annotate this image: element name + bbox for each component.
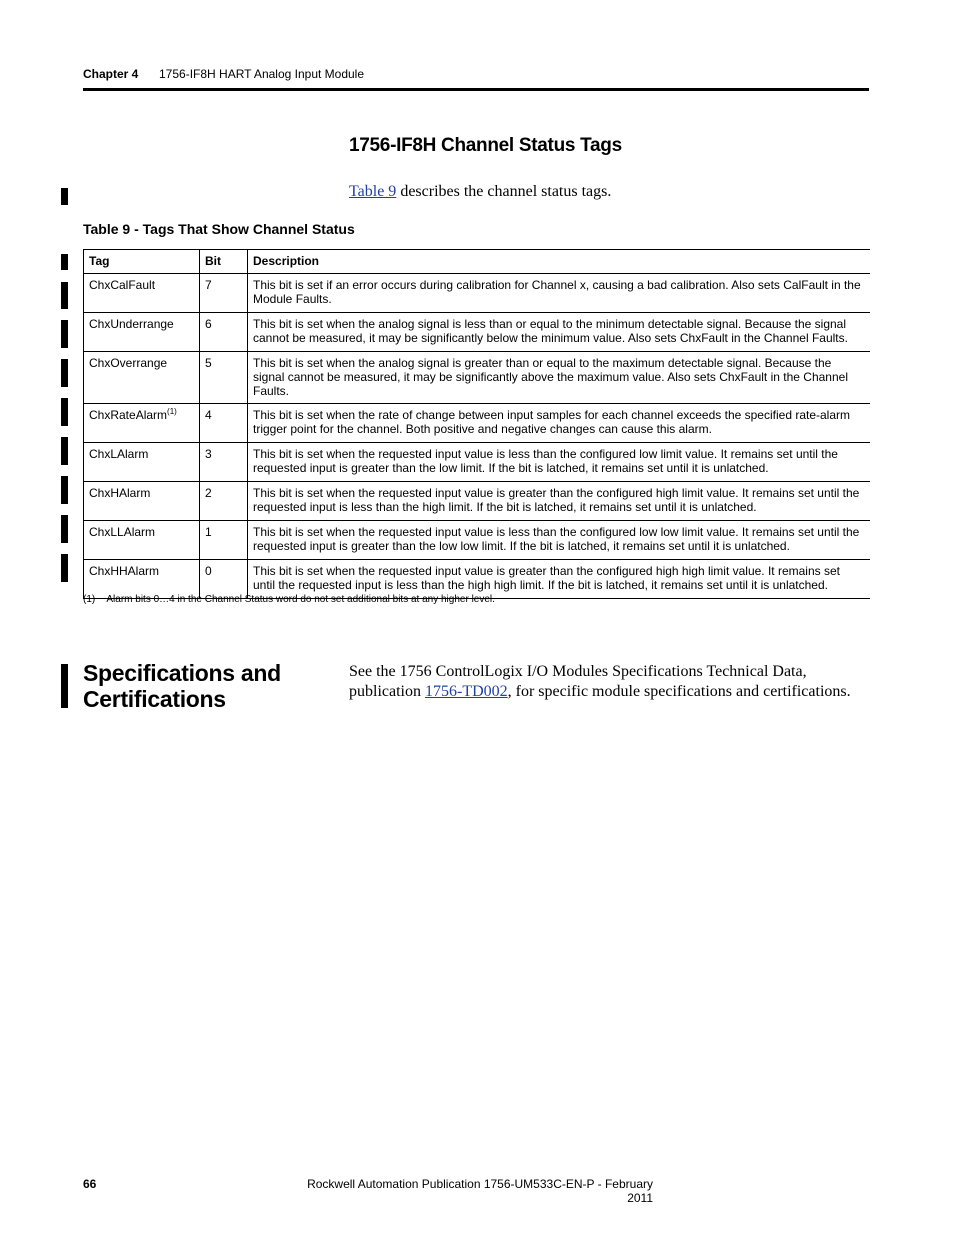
table-row xyxy=(84,560,871,599)
description-cell: This bit is set if an error occurs during calibration for Channel x, causing a bad calibration. Also sets CalFault in the Module Faults. xyxy=(248,274,871,313)
change-bar xyxy=(61,398,68,426)
specs-text-before: See the 1756 ControlLogix I/O Modules Specifications Technical Data, publication xyxy=(349,663,807,700)
bit-cell: 3 xyxy=(200,443,248,482)
description-cell: This bit is set when the analog signal is greater than or equal to the maximum detectable signal. Because the signal cannot be measured, it may be significantly above the maximum value. Also sets ChxFault in the Channel Faults. xyxy=(248,352,871,404)
table-row xyxy=(84,352,871,404)
table-9-link[interactable]: Table 9 xyxy=(349,183,397,200)
tag-name: ChxRateAlarm xyxy=(89,408,168,422)
description-cell: This bit is set when the requested input value is less than the configured low limit value. It remains set until the requested input is greater than the low limit. If the bit is latched, it remains set until it is unlatched. xyxy=(248,443,871,482)
bit-cell: 6 xyxy=(200,313,248,352)
specs-paragraph xyxy=(349,662,869,702)
change-bar xyxy=(61,188,68,205)
change-bar xyxy=(61,359,68,387)
change-bar xyxy=(61,664,68,708)
tag-cell: ChxLLAlarm xyxy=(84,521,200,560)
description-cell: This bit is set when the requested input value is greater than the configured high high limit value. It remains set until the requested input is less than the high high limit. If the bit is latched, it remains set until it is unlatched. xyxy=(248,560,871,599)
change-bar xyxy=(61,254,68,270)
bit-cell: 2 xyxy=(200,482,248,521)
tag-cell: ChxUnderrange xyxy=(84,313,200,352)
table-row xyxy=(84,443,871,482)
tag-cell: ChxHAlarm xyxy=(84,482,200,521)
chapter-label: Chapter 4 xyxy=(83,67,139,81)
table-row xyxy=(84,274,871,313)
bit-cell: 5 xyxy=(200,352,248,404)
table-row xyxy=(84,521,871,560)
tag-cell: ChxCalFault xyxy=(84,274,200,313)
specs-title xyxy=(83,660,281,712)
table-row xyxy=(84,482,871,521)
bit-cell: 0 xyxy=(200,560,248,599)
specs-title-line1: Specifications and xyxy=(83,660,281,686)
change-bar xyxy=(61,554,68,582)
intro-paragraph xyxy=(349,183,611,201)
footnote-ref[interactable]: (1) xyxy=(167,407,177,416)
col-header-tag: Tag xyxy=(84,250,200,274)
table-row xyxy=(84,404,871,443)
specs-text-after: , for specific module specifications and certifications. xyxy=(507,683,851,700)
change-bar xyxy=(61,476,68,504)
col-header-bit: Bit xyxy=(200,250,248,274)
publication-info: Rockwell Automation Publication 1756-UM533C-EN-P - February 2011 xyxy=(307,1177,653,1205)
bit-cell: 1 xyxy=(200,521,248,560)
table-header-row xyxy=(84,250,871,274)
bit-cell: 4 xyxy=(200,404,248,443)
change-bar xyxy=(61,320,68,348)
specs-title-line2: Certifications xyxy=(83,686,226,712)
col-header-description: Description xyxy=(248,250,871,274)
tag-cell: ChxHHAlarm xyxy=(84,560,200,599)
table-caption: Table 9 - Tags That Show Channel Status xyxy=(83,221,355,237)
footnote-text: Alarm bits 0…4 in the Channel Status word do not set additional bits at any higher level. xyxy=(106,594,495,605)
tag-cell xyxy=(84,404,200,443)
table-footnote xyxy=(83,594,495,605)
chapter-title: 1756-IF8H HART Analog Input Module xyxy=(159,67,365,81)
section-title: 1756-IF8H Channel Status Tags xyxy=(349,135,622,156)
change-bar xyxy=(61,282,68,309)
page-number: 66 xyxy=(83,1177,97,1191)
tag-cell: ChxOverrange xyxy=(84,352,200,404)
description-cell: This bit is set when the rate of change between input samples for each channel exceeds the specified rate-alarm trigger point for the channel. Both positive and negative changes can cause this alarm. xyxy=(248,404,871,443)
change-bar xyxy=(61,515,68,543)
bit-cell: 7 xyxy=(200,274,248,313)
channel-status-table xyxy=(83,249,870,599)
tag-cell: ChxLAlarm xyxy=(84,443,200,482)
description-cell: This bit is set when the requested input value is less than the configured low low limit value. It remains set until the requested input is greater than the low low limit. If the bit is latched, it remains set until it is unlatched. xyxy=(248,521,871,560)
change-bar xyxy=(61,437,68,465)
footnote-marker: (1) xyxy=(83,594,96,605)
intro-text: describes the channel status tags. xyxy=(396,183,612,200)
description-cell: This bit is set when the analog signal is less than or equal to the minimum detectable signal. Because the signal cannot be measured, it may be significantly below the minimum value. Also sets ChxFault in the Channel Faults. xyxy=(248,313,871,352)
description-cell: This bit is set when the requested input value is greater than the configured high limit value. It remains set until the requested input is less than the high limit. If the bit is latched, it remains set until it is unlatched. xyxy=(248,482,871,521)
table-row xyxy=(84,313,871,352)
td002-link[interactable]: 1756-TD002 xyxy=(424,683,508,700)
header-rule xyxy=(83,88,869,91)
